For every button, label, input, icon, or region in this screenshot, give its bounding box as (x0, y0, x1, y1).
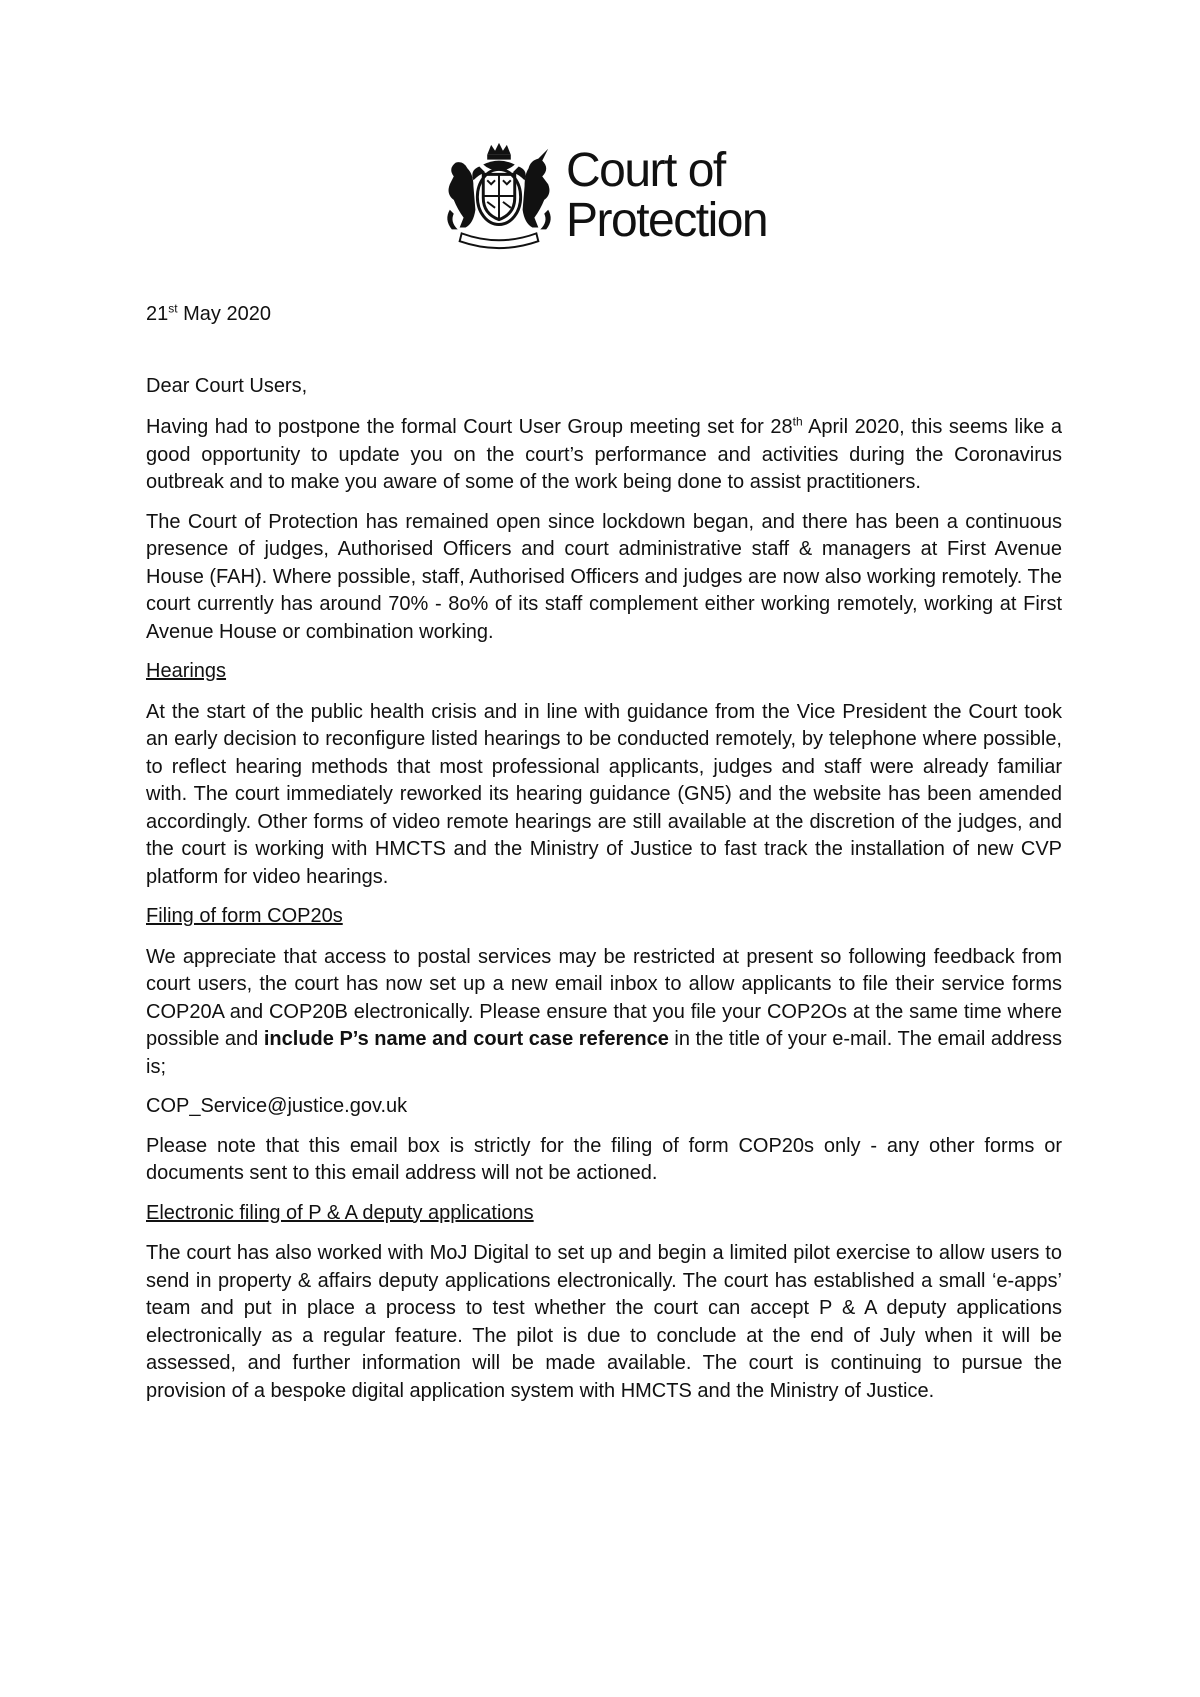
date-day: 21 (146, 303, 169, 325)
electronic-paragraph: The court has also worked with MoJ Digital to set up and begin a limited pilot exercise to allow users to send in property & affairs deputy applications electronically. The court has established a small ‘e-apps’ team and put in place a process to test whether the court can accept P & A deputy applications electronically as a regular feature. The pilot is due to conclude at the end of July when it will be assessed, and further information will be made available. The court is continuing to pursue the provision of a bespoke digital application system with HMCTS and the Ministry of Justice. (146, 1242, 1062, 1402)
intro-part1: Having had to postpone the formal Court User Group meeting set for 28 (146, 416, 793, 438)
filing-bold: include P’s name and court case reference (263, 1028, 669, 1050)
filing-paragraph (146, 944, 1062, 1082)
hearings-heading: Hearings (146, 660, 227, 682)
intro-suffix: th (792, 414, 803, 429)
filing-note: Please note that this email box is strictly for the filing of form COP20s only - any other forms or documents sent to this email address will not be actioned. (146, 1134, 1062, 1184)
letter-date (146, 301, 1062, 329)
letterhead (440, 140, 767, 252)
intro-part2: April 2020, this seems like a good opportunity to update you on the court’s performance and activities during the Coronavirus outbreak and to make you aware of some of the work being done to assist practitioners. (146, 416, 1062, 493)
intro-paragraph (146, 414, 1062, 497)
court-of-protection-wordmark (566, 146, 767, 246)
letter-body (146, 301, 1062, 1417)
hearings-paragraph: At the start of the public health crisis and in line with guidance from the Vice President the Court took an early decision to reconfigure listed hearings to be conducted remotely, by telephone where possible, to reflect hearing methods that most professional applicants, judges and staff were already familiar with. The court immediately reworked its hearing guidance (GN5) and the website has been amended accordingly. Other forms of video remote hearings are still available at the discretion of the judges, and the court is working with HMCTS and the Ministry of Justice to fast track the installation of new CVP platform for video hearings. (146, 700, 1062, 888)
date-suffix: st (168, 301, 178, 316)
filing-part2: in the title of your e-mail. The email address is; (146, 1028, 1063, 1078)
electronic-heading: Electronic filing of P & A deputy applications (146, 1201, 534, 1224)
wordmark-line1: Court of (566, 144, 725, 197)
status-paragraph: The Court of Protection has remained open since lockdown began, and there has been a continuous presence of judges, Authorised Officers and court administrative staff & managers at First Avenue House (FAH). Where possible, staff, Authorised Officers and judges are now also working remotely. The court currently has around 70% - 8o% of its staff complement either working remotely, working at First Avenue House or combination working. (146, 510, 1062, 643)
filing-heading: Filing of form COP20s (146, 905, 343, 927)
service-email: COP_Service@justice.gov.uk (146, 1095, 408, 1117)
filing-part1: We appreciate that access to postal services may be restricted at present so following feedback from court users, the court has now set up a new email inbox to allow applicants to file their service forms COP20A and COP20B electronically. Please ensure that you file your COP2Os at the same time where possible and (146, 945, 1062, 1050)
salutation: Dear Court Users, (146, 374, 308, 397)
wordmark-line2: Protection (566, 194, 768, 247)
royal-coat-of-arms-icon (440, 140, 558, 252)
date-rest: May 2020 (177, 303, 271, 325)
